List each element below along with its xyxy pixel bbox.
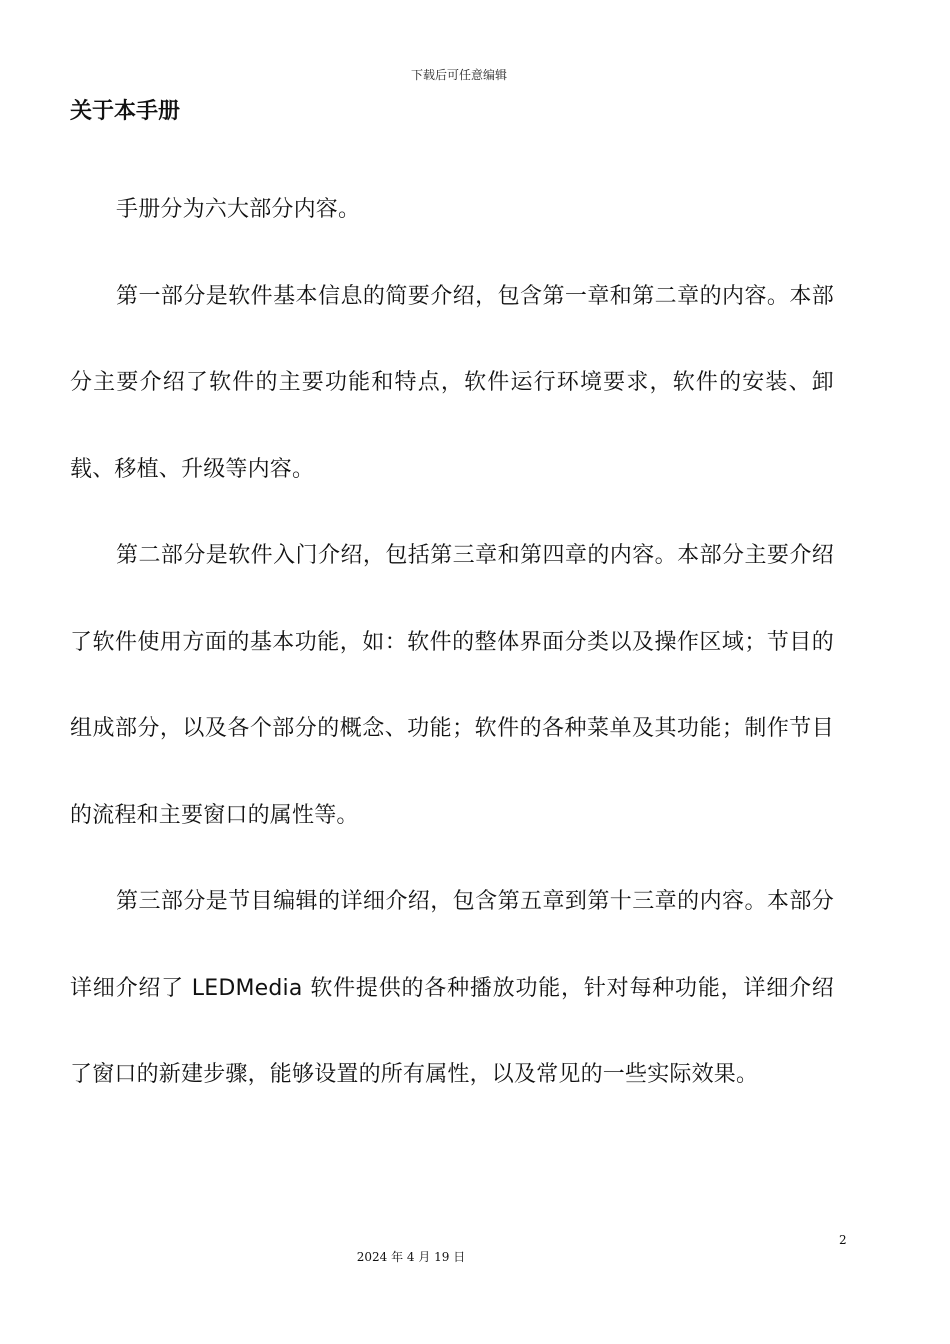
paragraph-intro: 手册分为六大部分内容。: [116, 197, 361, 222]
paragraph-part-three: 第三部分是节目编辑的详细介绍，包含第五章到第十三章的内容。本部分详细介绍了 LEDMedia 软件提供的各种播放功能，针对每种功能，详细介绍了窗口的新建步骤，能够设置的所有属性，以及常见的一些实际效果。: [70, 889, 834, 1087]
footer-date: 2024 年 4 月 19 日: [356, 1250, 466, 1264]
page-title: 关于本手册: [70, 99, 181, 124]
paragraph-part-two: 第二部分是软件入门介绍，包括第三章和第四章的内容。本部分主要介绍了软件使用方面的基本功能，如：软件的整体界面分类以及操作区域；节目的组成部分，以及各个部分的概念、功能；软件的各种菜单及其功能；制作节目的流程和主要窗口的属性等。: [70, 543, 834, 828]
paragraph-part-one: 第一部分是软件基本信息的简要介绍，包含第一章和第二章的内容。本部分主要介绍了软件的主要功能和特点，软件运行环境要求，软件的安装、卸载、移植、升级等内容。: [70, 283, 834, 482]
page-header-note: 下载后可任意编辑: [410, 68, 507, 82]
document-body: [70, 167, 834, 1119]
page-number: 2: [839, 1233, 847, 1247]
